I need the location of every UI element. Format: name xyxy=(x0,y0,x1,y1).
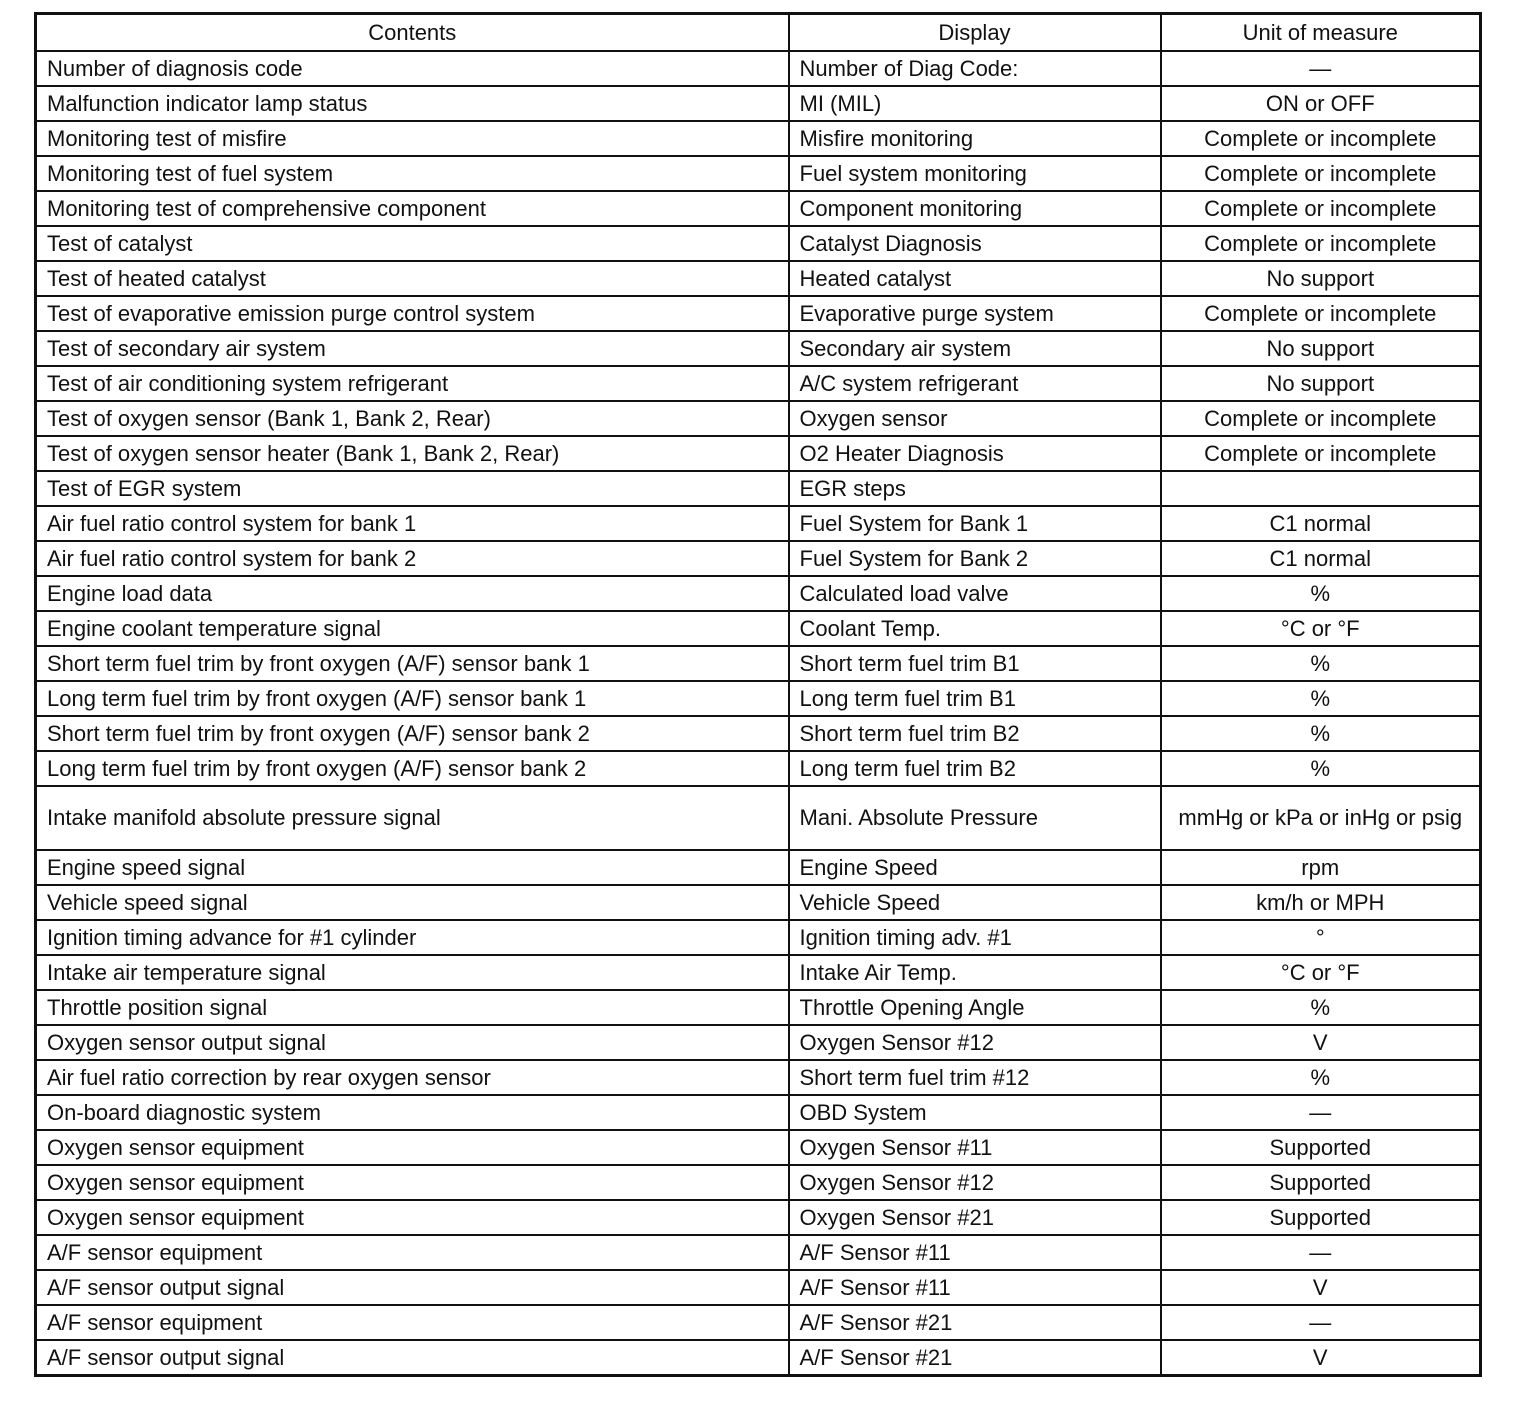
table-row xyxy=(36,226,1481,261)
table-row xyxy=(36,1060,1481,1095)
table-row xyxy=(36,1165,1481,1200)
unit-cell: No support xyxy=(1161,331,1481,366)
contents-cell: Test of evaporative emission purge control system xyxy=(36,296,789,331)
table-row xyxy=(36,121,1481,156)
unit-cell: — xyxy=(1161,1095,1481,1130)
contents-cell: Engine load data xyxy=(36,576,789,611)
table-row xyxy=(36,191,1481,226)
contents-cell: Test of air conditioning system refrigerant xyxy=(36,366,789,401)
display-cell: Coolant Temp. xyxy=(789,611,1161,646)
contents-cell: Monitoring test of misfire xyxy=(36,121,789,156)
unit-cell: C1 normal xyxy=(1161,541,1481,576)
unit-cell: % xyxy=(1161,1060,1481,1095)
contents-cell: Monitoring test of fuel system xyxy=(36,156,789,191)
contents-cell: Intake air temperature signal xyxy=(36,955,789,990)
unit-cell: — xyxy=(1161,1305,1481,1340)
contents-cell: Engine speed signal xyxy=(36,850,789,885)
display-cell: MI (MIL) xyxy=(789,86,1161,121)
table-row xyxy=(36,850,1481,885)
display-cell: Intake Air Temp. xyxy=(789,955,1161,990)
unit-cell: Complete or incomplete xyxy=(1161,401,1481,436)
unit-cell: Supported xyxy=(1161,1130,1481,1165)
table-row xyxy=(36,920,1481,955)
unit-cell: rpm xyxy=(1161,850,1481,885)
header-display: Display xyxy=(789,14,1161,52)
display-cell: Catalyst Diagnosis xyxy=(789,226,1161,261)
display-cell: A/F Sensor #21 xyxy=(789,1305,1161,1340)
unit-cell: Complete or incomplete xyxy=(1161,191,1481,226)
contents-cell: Test of oxygen sensor (Bank 1, Bank 2, Rear) xyxy=(36,401,789,436)
table-row xyxy=(36,401,1481,436)
unit-cell: Complete or incomplete xyxy=(1161,156,1481,191)
unit-cell: km/h or MPH xyxy=(1161,885,1481,920)
table-row xyxy=(36,681,1481,716)
display-cell: Mani. Absolute Pressure xyxy=(789,786,1161,850)
contents-cell: Long term fuel trim by front oxygen (A/F) sensor bank 2 xyxy=(36,751,789,786)
unit-cell: No support xyxy=(1161,366,1481,401)
display-cell: Throttle Opening Angle xyxy=(789,990,1161,1025)
table-row xyxy=(36,261,1481,296)
unit-cell: % xyxy=(1161,990,1481,1025)
contents-cell: Air fuel ratio control system for bank 1 xyxy=(36,506,789,541)
table-row xyxy=(36,1270,1481,1305)
table-row xyxy=(36,716,1481,751)
contents-cell: Throttle position signal xyxy=(36,990,789,1025)
table-row xyxy=(36,86,1481,121)
table-row xyxy=(36,885,1481,920)
table-row xyxy=(36,751,1481,786)
unit-cell xyxy=(1161,471,1481,506)
display-cell: A/F Sensor #11 xyxy=(789,1270,1161,1305)
table-row xyxy=(36,646,1481,681)
unit-cell: V xyxy=(1161,1340,1481,1376)
display-cell: Oxygen Sensor #11 xyxy=(789,1130,1161,1165)
unit-cell: Complete or incomplete xyxy=(1161,296,1481,331)
display-cell: Long term fuel trim B1 xyxy=(789,681,1161,716)
table-row xyxy=(36,51,1481,86)
display-cell: A/F Sensor #11 xyxy=(789,1235,1161,1270)
display-cell: A/C system refrigerant xyxy=(789,366,1161,401)
unit-cell: C1 normal xyxy=(1161,506,1481,541)
contents-cell: Long term fuel trim by front oxygen (A/F) sensor bank 1 xyxy=(36,681,789,716)
table-row xyxy=(36,611,1481,646)
header-contents: Contents xyxy=(36,14,789,52)
unit-cell: Complete or incomplete xyxy=(1161,121,1481,156)
contents-cell: Engine coolant temperature signal xyxy=(36,611,789,646)
contents-cell: Monitoring test of comprehensive component xyxy=(36,191,789,226)
display-cell: Long term fuel trim B2 xyxy=(789,751,1161,786)
contents-cell: Test of catalyst xyxy=(36,226,789,261)
contents-cell: Ignition timing advance for #1 cylinder xyxy=(36,920,789,955)
contents-cell: Test of secondary air system xyxy=(36,331,789,366)
contents-cell: Vehicle speed signal xyxy=(36,885,789,920)
contents-cell: Test of heated catalyst xyxy=(36,261,789,296)
table-body xyxy=(36,51,1481,1376)
contents-cell: Oxygen sensor equipment xyxy=(36,1165,789,1200)
unit-cell: V xyxy=(1161,1025,1481,1060)
display-cell: Component monitoring xyxy=(789,191,1161,226)
contents-cell: Short term fuel trim by front oxygen (A/F) sensor bank 1 xyxy=(36,646,789,681)
contents-cell: Test of oxygen sensor heater (Bank 1, Bank 2, Rear) xyxy=(36,436,789,471)
unit-cell: mmHg or kPa or inHg or psig xyxy=(1161,786,1481,850)
display-cell: Secondary air system xyxy=(789,331,1161,366)
contents-cell: Oxygen sensor equipment xyxy=(36,1130,789,1165)
unit-cell: °C or °F xyxy=(1161,955,1481,990)
display-cell: Evaporative purge system xyxy=(789,296,1161,331)
unit-cell: ON or OFF xyxy=(1161,86,1481,121)
display-cell: Engine Speed xyxy=(789,850,1161,885)
display-cell: Oxygen Sensor #12 xyxy=(789,1165,1161,1200)
table-row xyxy=(36,1095,1481,1130)
unit-cell: % xyxy=(1161,681,1481,716)
contents-cell: Air fuel ratio correction by rear oxygen sensor xyxy=(36,1060,789,1095)
contents-cell: A/F sensor equipment xyxy=(36,1305,789,1340)
unit-cell: Complete or incomplete xyxy=(1161,436,1481,471)
contents-cell: A/F sensor equipment xyxy=(36,1235,789,1270)
unit-cell: ° xyxy=(1161,920,1481,955)
unit-cell: No support xyxy=(1161,261,1481,296)
display-cell: O2 Heater Diagnosis xyxy=(789,436,1161,471)
contents-cell: Air fuel ratio control system for bank 2 xyxy=(36,541,789,576)
header-unit-of-measure: Unit of measure xyxy=(1161,14,1481,52)
display-cell: Short term fuel trim B2 xyxy=(789,716,1161,751)
contents-cell: A/F sensor output signal xyxy=(36,1340,789,1376)
table-row xyxy=(36,1305,1481,1340)
contents-cell: Oxygen sensor equipment xyxy=(36,1200,789,1235)
display-cell: Number of Diag Code: xyxy=(789,51,1161,86)
table-row xyxy=(36,471,1481,506)
unit-cell: Complete or incomplete xyxy=(1161,226,1481,261)
table-row xyxy=(36,506,1481,541)
contents-cell: Oxygen sensor output signal xyxy=(36,1025,789,1060)
display-cell: OBD System xyxy=(789,1095,1161,1130)
table-row xyxy=(36,1340,1481,1376)
contents-cell: Short term fuel trim by front oxygen (A/F) sensor bank 2 xyxy=(36,716,789,751)
display-cell: Ignition timing adv. #1 xyxy=(789,920,1161,955)
unit-cell: — xyxy=(1161,51,1481,86)
diagnostic-data-table xyxy=(34,12,1482,1377)
table-header xyxy=(36,14,1481,52)
display-cell: Short term fuel trim #12 xyxy=(789,1060,1161,1095)
display-cell: Oxygen Sensor #12 xyxy=(789,1025,1161,1060)
table-row xyxy=(36,1025,1481,1060)
contents-cell: Malfunction indicator lamp status xyxy=(36,86,789,121)
table-row xyxy=(36,156,1481,191)
table-row xyxy=(36,990,1481,1025)
unit-cell: Supported xyxy=(1161,1200,1481,1235)
display-cell: EGR steps xyxy=(789,471,1161,506)
table-row xyxy=(36,1200,1481,1235)
unit-cell: % xyxy=(1161,576,1481,611)
header-row xyxy=(36,14,1481,52)
unit-cell: V xyxy=(1161,1270,1481,1305)
display-cell: Heated catalyst xyxy=(789,261,1161,296)
display-cell: Misfire monitoring xyxy=(789,121,1161,156)
table-row xyxy=(36,786,1481,850)
unit-cell: °C or °F xyxy=(1161,611,1481,646)
display-cell: Oxygen sensor xyxy=(789,401,1161,436)
unit-cell: % xyxy=(1161,751,1481,786)
table-row xyxy=(36,331,1481,366)
display-cell: Calculated load valve xyxy=(789,576,1161,611)
contents-cell: Intake manifold absolute pressure signal xyxy=(36,786,789,850)
display-cell: A/F Sensor #21 xyxy=(789,1340,1161,1376)
table-row xyxy=(36,366,1481,401)
display-cell: Fuel System for Bank 2 xyxy=(789,541,1161,576)
table-row xyxy=(36,1235,1481,1270)
display-cell: Fuel System for Bank 1 xyxy=(789,506,1161,541)
contents-cell: A/F sensor output signal xyxy=(36,1270,789,1305)
unit-cell: — xyxy=(1161,1235,1481,1270)
table-row xyxy=(36,296,1481,331)
display-cell: Fuel system monitoring xyxy=(789,156,1161,191)
contents-cell: On-board diagnostic system xyxy=(36,1095,789,1130)
unit-cell: % xyxy=(1161,716,1481,751)
table-row xyxy=(36,1130,1481,1165)
display-cell: Vehicle Speed xyxy=(789,885,1161,920)
unit-cell: Supported xyxy=(1161,1165,1481,1200)
display-cell: Oxygen Sensor #21 xyxy=(789,1200,1161,1235)
display-cell: Short term fuel trim B1 xyxy=(789,646,1161,681)
table-row xyxy=(36,576,1481,611)
contents-cell: Number of diagnosis code xyxy=(36,51,789,86)
table-row xyxy=(36,955,1481,990)
contents-cell: Test of EGR system xyxy=(36,471,789,506)
table-row xyxy=(36,436,1481,471)
table-row xyxy=(36,541,1481,576)
unit-cell: % xyxy=(1161,646,1481,681)
